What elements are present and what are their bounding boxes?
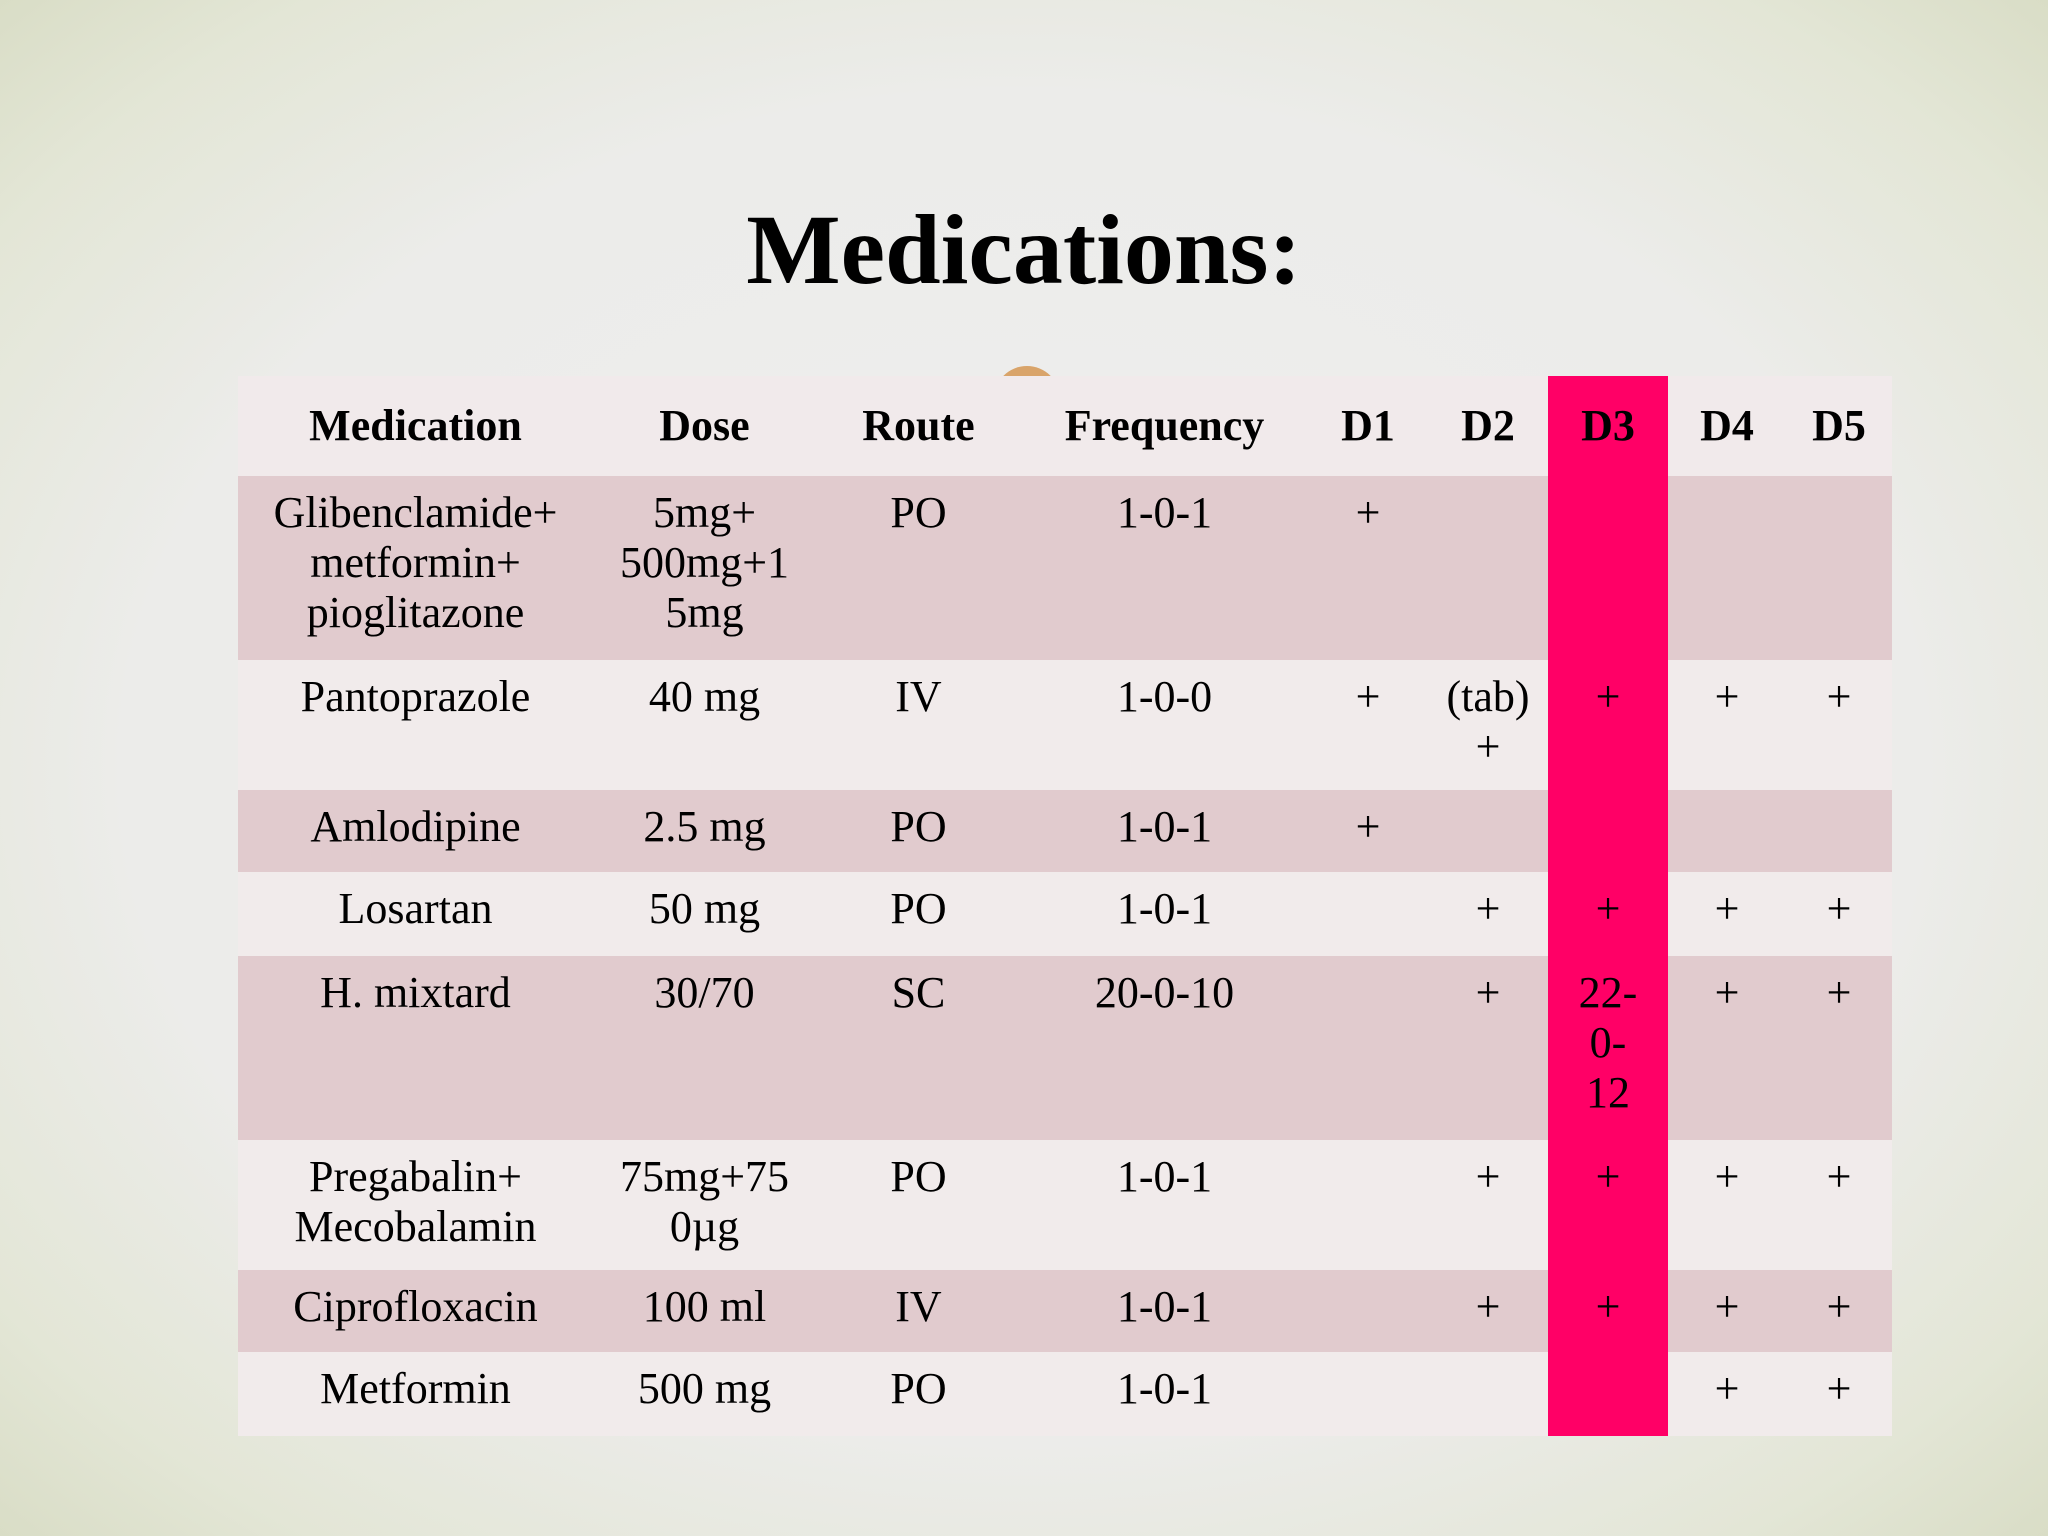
cell-frequency: 1-0-1 (1021, 1352, 1308, 1436)
cell-d2: + (1428, 1270, 1548, 1352)
header-d3: D3 (1548, 376, 1668, 476)
cell-route: SC (816, 956, 1021, 1140)
cell-route: PO (816, 1352, 1021, 1436)
cell-d4: + (1668, 872, 1786, 956)
cell-d4: + (1668, 1140, 1786, 1270)
cell-dose: 40 mg (593, 660, 816, 790)
cell-d1: + (1308, 660, 1428, 790)
cell-d4 (1668, 790, 1786, 872)
cell-d2: + (1428, 872, 1548, 956)
cell-frequency: 1-0-1 (1021, 1270, 1308, 1352)
cell-d5: + (1786, 1270, 1892, 1352)
cell-d1 (1308, 1270, 1428, 1352)
cell-d2: + (1428, 956, 1548, 1140)
cell-d5: + (1786, 660, 1892, 790)
table-row (238, 1352, 1892, 1436)
cell-d1 (1308, 1140, 1428, 1270)
cell-route: PO (816, 790, 1021, 872)
cell-d2 (1428, 1352, 1548, 1436)
header-d1: D1 (1341, 401, 1395, 450)
table-row (238, 476, 1892, 660)
cell-d2: (tab) + (1428, 660, 1548, 790)
cell-dose: 75mg+75 0µg (593, 1140, 816, 1270)
header-d2: D2 (1461, 401, 1515, 450)
header-d4: D4 (1700, 401, 1754, 450)
cell-dose: 100 ml (593, 1270, 816, 1352)
header-medication: Medication (309, 401, 522, 450)
cell-frequency: 1-0-1 (1021, 476, 1308, 660)
cell-medication: Losartan (238, 872, 593, 956)
table-row (238, 1270, 1892, 1352)
cell-d2 (1428, 790, 1548, 872)
cell-route: IV (816, 1270, 1021, 1352)
header-d5: D5 (1812, 401, 1866, 450)
cell-d1: + (1308, 476, 1428, 660)
cell-d5: + (1786, 872, 1892, 956)
cell-medication: Pantoprazole (238, 660, 593, 790)
cell-dose: 2.5 mg (593, 790, 816, 872)
header-frequency: Frequency (1064, 401, 1265, 450)
cell-route: IV (816, 660, 1021, 790)
cell-d3: + (1548, 660, 1668, 790)
table-row (238, 956, 1892, 1140)
header-dose: Dose (659, 401, 750, 450)
cell-d4 (1668, 476, 1786, 660)
cell-dose: 50 mg (593, 872, 816, 956)
cell-medication: Glibenclamide+ metformin+ pioglitazone (238, 476, 593, 660)
cell-d1: + (1308, 790, 1428, 872)
cell-route: PO (816, 872, 1021, 956)
cell-d4: + (1668, 1270, 1786, 1352)
cell-d1 (1308, 872, 1428, 956)
cell-dose: 30/70 (593, 956, 816, 1140)
cell-d3 (1548, 1352, 1668, 1436)
cell-route: PO (816, 476, 1021, 660)
cell-d1 (1308, 1352, 1428, 1436)
cell-d3: + (1548, 1140, 1668, 1270)
cell-d5 (1786, 790, 1892, 872)
cell-d4: + (1668, 660, 1786, 790)
table-row (238, 660, 1892, 790)
cell-d2: + (1428, 1140, 1548, 1270)
slide-title: Medications: (746, 194, 1302, 305)
medications-table (238, 376, 1892, 1436)
table-row (238, 1140, 1892, 1270)
cell-frequency: 20-0-10 (1021, 956, 1308, 1140)
cell-medication: Amlodipine (238, 790, 593, 872)
cell-d5: + (1786, 1140, 1892, 1270)
cell-d4: + (1668, 1352, 1786, 1436)
cell-d4: + (1668, 956, 1786, 1140)
cell-medication: Metformin (238, 1352, 593, 1436)
cell-d3 (1548, 476, 1668, 660)
cell-d5: + (1786, 956, 1892, 1140)
cell-route: PO (816, 1140, 1021, 1270)
cell-frequency: 1-0-1 (1021, 872, 1308, 956)
table-row (238, 872, 1892, 956)
cell-d3: + (1548, 1270, 1668, 1352)
cell-d5 (1786, 476, 1892, 660)
table-body (238, 476, 1892, 1436)
cell-medication: Pregabalin+ Mecobalamin (238, 1140, 593, 1270)
cell-frequency: 1-0-1 (1021, 790, 1308, 872)
cell-dose: 500 mg (593, 1352, 816, 1436)
table-row (238, 790, 1892, 872)
table-header-row (238, 376, 1892, 476)
cell-d3: + (1548, 872, 1668, 956)
cell-medication: H. mixtard (238, 956, 593, 1140)
cell-d1 (1308, 956, 1428, 1140)
header-route: Route (862, 401, 975, 450)
cell-d5: + (1786, 1352, 1892, 1436)
cell-d3 (1548, 790, 1668, 872)
cell-dose: 5mg+ 500mg+1 5mg (593, 476, 816, 660)
cell-d3: 22- 0- 12 (1548, 956, 1668, 1140)
cell-frequency: 1-0-1 (1021, 1140, 1308, 1270)
cell-d2 (1428, 476, 1548, 660)
cell-medication: Ciprofloxacin (238, 1270, 593, 1352)
cell-frequency: 1-0-0 (1021, 660, 1308, 790)
